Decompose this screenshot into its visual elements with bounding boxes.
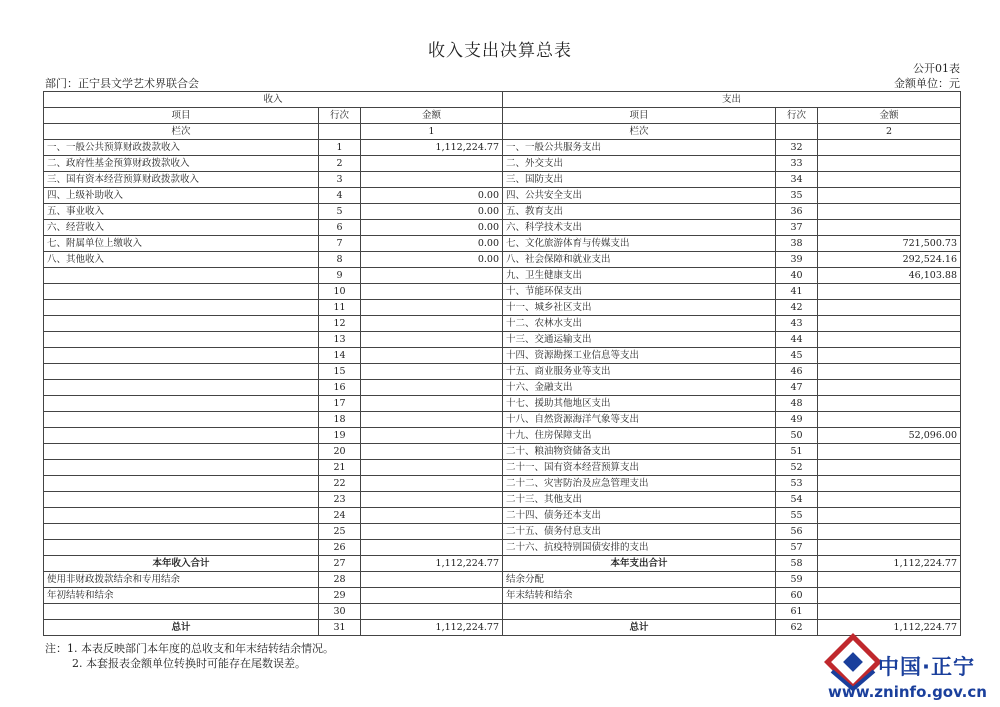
income-item-cell [44, 476, 319, 492]
expense-amount-cell [818, 460, 961, 476]
table-row [44, 172, 961, 188]
expense-line-cell: 38 [776, 236, 818, 252]
table-row [44, 140, 961, 156]
income-item-cell: 三、国有资本经营预算财政拨款收入 [44, 172, 319, 188]
expense-item-cell: 十九、住房保障支出 [503, 428, 776, 444]
income-item-cell [44, 412, 319, 428]
table-row [44, 428, 961, 444]
income-line-cell: 8 [319, 252, 361, 268]
income-item-cell [44, 300, 319, 316]
expense-amount-cell [818, 140, 961, 156]
expense-amount-cell [818, 476, 961, 492]
income-line-cell: 18 [319, 412, 361, 428]
income-amount-cell [361, 412, 503, 428]
income-item-cell: 四、上级补助收入 [44, 188, 319, 204]
table-row [44, 268, 961, 284]
table-row [44, 412, 961, 428]
income-line-cell: 20 [319, 444, 361, 460]
table-column-header-row [44, 108, 961, 124]
expense-col-line-blank [776, 124, 818, 140]
expense-line-cell: 54 [776, 492, 818, 508]
income-amount-cell: 0.00 [361, 236, 503, 252]
expense-item-cell: 二十五、债务付息支出 [503, 524, 776, 540]
expense-amount-header: 金额 [818, 108, 961, 124]
income-item-cell: 总计 [44, 620, 319, 636]
income-line-cell: 23 [319, 492, 361, 508]
income-col-label: 栏次 [44, 124, 319, 140]
expense-section-header: 支出 [503, 92, 961, 108]
income-item-cell [44, 444, 319, 460]
expense-item-cell: 二、外交支出 [503, 156, 776, 172]
table-row [44, 444, 961, 460]
income-expense-table [43, 91, 961, 636]
income-line-cell: 19 [319, 428, 361, 444]
income-amount-cell [361, 172, 503, 188]
note-line-2: 2. 本套报表金额单位转换时可能存在尾数误差。 [72, 657, 306, 670]
expense-line-cell: 40 [776, 268, 818, 284]
expense-line-cell: 49 [776, 412, 818, 428]
expense-amount-cell [818, 396, 961, 412]
table-row [44, 300, 961, 316]
income-item-cell [44, 540, 319, 556]
expense-amount-cell [818, 300, 961, 316]
income-item-cell [44, 508, 319, 524]
expense-line-cell: 52 [776, 460, 818, 476]
income-amount-header: 金额 [361, 108, 503, 124]
income-line-cell: 13 [319, 332, 361, 348]
expense-line-cell: 42 [776, 300, 818, 316]
income-line-cell: 26 [319, 540, 361, 556]
income-line-cell: 10 [319, 284, 361, 300]
expense-amount-cell [818, 364, 961, 380]
income-line-cell: 12 [319, 316, 361, 332]
expense-item-cell: 年末结转和结余 [503, 588, 776, 604]
income-item-cell [44, 348, 319, 364]
income-amount-cell: 0.00 [361, 220, 503, 236]
expense-item-cell: 结余分配 [503, 572, 776, 588]
expense-item-cell: 六、科学技术支出 [503, 220, 776, 236]
table-row [44, 492, 961, 508]
income-item-cell: 使用非财政拨款结余和专用结余 [44, 572, 319, 588]
expense-item-cell: 九、卫生健康支出 [503, 268, 776, 284]
income-amount-cell [361, 348, 503, 364]
table-row [44, 204, 961, 220]
expense-item-cell: 十五、商业服务业等支出 [503, 364, 776, 380]
expense-item-cell: 总计 [503, 620, 776, 636]
expense-item-cell: 二十三、其他支出 [503, 492, 776, 508]
income-item-cell [44, 428, 319, 444]
expense-item-cell: 二十六、抗疫特别国债安排的支出 [503, 540, 776, 556]
expense-amount-cell [818, 444, 961, 460]
expense-item-cell: 十、节能环保支出 [503, 284, 776, 300]
expense-item-cell: 十三、交通运输支出 [503, 332, 776, 348]
expense-item-cell: 十六、金融支出 [503, 380, 776, 396]
expense-amount-cell [818, 316, 961, 332]
expense-line-cell: 48 [776, 396, 818, 412]
table-row [44, 476, 961, 492]
expense-line-header: 行次 [776, 108, 818, 124]
income-amount-cell [361, 156, 503, 172]
income-line-cell: 9 [319, 268, 361, 284]
income-line-cell: 31 [319, 620, 361, 636]
income-line-cell: 2 [319, 156, 361, 172]
watermark-url: www.zninfo.gov.cn [828, 683, 987, 701]
expense-line-cell: 56 [776, 524, 818, 540]
table-row [44, 348, 961, 364]
table-row [44, 556, 961, 572]
expense-amount-cell [818, 540, 961, 556]
expense-col-index: 2 [818, 124, 961, 140]
expense-line-cell: 43 [776, 316, 818, 332]
income-amount-cell [361, 428, 503, 444]
table-row [44, 540, 961, 556]
expense-item-cell: 二十、粮油物资储备支出 [503, 444, 776, 460]
expense-item-cell: 十一、城乡社区支出 [503, 300, 776, 316]
table-row [44, 236, 961, 252]
expense-line-cell: 34 [776, 172, 818, 188]
expense-line-cell: 60 [776, 588, 818, 604]
expense-amount-cell: 721,500.73 [818, 236, 961, 252]
income-item-cell [44, 492, 319, 508]
income-line-cell: 22 [319, 476, 361, 492]
expense-line-cell: 47 [776, 380, 818, 396]
income-amount-cell [361, 460, 503, 476]
expense-amount-cell [818, 604, 961, 620]
income-line-cell: 25 [319, 524, 361, 540]
income-amount-cell [361, 380, 503, 396]
expense-line-cell: 58 [776, 556, 818, 572]
income-amount-cell: 1,112,224.77 [361, 140, 503, 156]
expense-line-cell: 46 [776, 364, 818, 380]
income-amount-cell [361, 364, 503, 380]
income-amount-cell [361, 604, 503, 620]
form-number: 公开01表 [913, 62, 960, 75]
income-amount-cell: 0.00 [361, 188, 503, 204]
expense-line-cell: 50 [776, 428, 818, 444]
income-amount-cell: 1,112,224.77 [361, 620, 503, 636]
watermark-brand-text: 中国·正宁 [878, 655, 975, 679]
expense-amount-cell [818, 380, 961, 396]
income-amount-cell [361, 492, 503, 508]
table-column-index-row [44, 124, 961, 140]
income-item-cell [44, 268, 319, 284]
income-line-header: 行次 [319, 108, 361, 124]
expense-amount-cell: 1,112,224.77 [818, 620, 961, 636]
income-item-cell [44, 364, 319, 380]
expense-line-cell: 61 [776, 604, 818, 620]
table-row [44, 284, 961, 300]
income-line-cell: 4 [319, 188, 361, 204]
income-amount-cell [361, 444, 503, 460]
expense-line-cell: 35 [776, 188, 818, 204]
income-item-cell: 二、政府性基金预算财政拨款收入 [44, 156, 319, 172]
income-item-cell: 年初结转和结余 [44, 588, 319, 604]
income-line-cell: 15 [319, 364, 361, 380]
income-amount-cell [361, 476, 503, 492]
expense-amount-cell [818, 188, 961, 204]
income-item-cell: 一、一般公共预算财政拨款收入 [44, 140, 319, 156]
table-row [44, 332, 961, 348]
expense-item-cell: 四、公共安全支出 [503, 188, 776, 204]
income-amount-cell [361, 524, 503, 540]
expense-line-cell: 59 [776, 572, 818, 588]
expense-amount-cell [818, 220, 961, 236]
income-item-cell [44, 396, 319, 412]
expense-line-cell: 51 [776, 444, 818, 460]
table-row [44, 508, 961, 524]
expense-item-cell: 二十一、国有资本经营预算支出 [503, 460, 776, 476]
income-amount-cell [361, 588, 503, 604]
expense-item-cell: 一、一般公共服务支出 [503, 140, 776, 156]
table-row [44, 156, 961, 172]
expense-amount-cell: 1,112,224.77 [818, 556, 961, 572]
income-amount-cell [361, 268, 503, 284]
table-row [44, 460, 961, 476]
expense-amount-cell [818, 412, 961, 428]
table-row [44, 380, 961, 396]
expense-item-cell [503, 604, 776, 620]
income-item-cell [44, 604, 319, 620]
expense-amount-cell: 292,524.16 [818, 252, 961, 268]
expense-line-cell: 41 [776, 284, 818, 300]
expense-line-cell: 36 [776, 204, 818, 220]
expense-item-cell: 十四、资源勘探工业信息等支出 [503, 348, 776, 364]
expense-line-cell: 33 [776, 156, 818, 172]
table-row [44, 364, 961, 380]
income-line-cell: 7 [319, 236, 361, 252]
expense-amount-cell [818, 284, 961, 300]
table-row [44, 524, 961, 540]
income-amount-cell [361, 316, 503, 332]
expense-item-cell: 三、国防支出 [503, 172, 776, 188]
income-amount-cell [361, 508, 503, 524]
table-row [44, 572, 961, 588]
table-row [44, 188, 961, 204]
expense-line-cell: 45 [776, 348, 818, 364]
income-line-cell: 29 [319, 588, 361, 604]
income-item-cell: 七、附属单位上缴收入 [44, 236, 319, 252]
expense-item-cell: 七、文化旅游体育与传媒支出 [503, 236, 776, 252]
income-amount-cell [361, 332, 503, 348]
expense-line-cell: 44 [776, 332, 818, 348]
income-line-cell: 14 [319, 348, 361, 364]
income-item-cell [44, 284, 319, 300]
income-item-cell [44, 316, 319, 332]
income-line-cell: 1 [319, 140, 361, 156]
department-label: 部门：正宁县文学艺术界联合会 [45, 77, 199, 90]
expense-item-cell: 十八、自然资源海洋气象等支出 [503, 412, 776, 428]
income-item-cell: 五、事业收入 [44, 204, 319, 220]
income-col-index: 1 [361, 124, 503, 140]
table-row [44, 252, 961, 268]
income-line-cell: 11 [319, 300, 361, 316]
income-amount-cell [361, 540, 503, 556]
income-amount-cell [361, 300, 503, 316]
expense-amount-cell [818, 348, 961, 364]
amount-unit-label: 金额单位：元 [894, 77, 960, 90]
expense-amount-cell [818, 492, 961, 508]
income-line-cell: 16 [319, 380, 361, 396]
income-item-cell [44, 380, 319, 396]
income-amount-cell [361, 572, 503, 588]
expense-item-cell: 八、社会保障和就业支出 [503, 252, 776, 268]
expense-amount-cell [818, 572, 961, 588]
expense-item-header: 项目 [503, 108, 776, 124]
income-amount-cell: 0.00 [361, 204, 503, 220]
income-amount-cell [361, 396, 503, 412]
note-line-1: 注：1. 本表反映部门本年度的总收支和年末结转结余情况。 [45, 642, 334, 655]
income-line-cell: 6 [319, 220, 361, 236]
income-line-cell: 28 [319, 572, 361, 588]
expense-item-cell: 二十四、债务还本支出 [503, 508, 776, 524]
expense-line-cell: 57 [776, 540, 818, 556]
expense-amount-cell [818, 524, 961, 540]
table-row [44, 220, 961, 236]
expense-item-cell: 二十二、灾害防治及应急管理支出 [503, 476, 776, 492]
expense-amount-cell [818, 172, 961, 188]
income-section-header: 收入 [44, 92, 503, 108]
income-item-header: 项目 [44, 108, 319, 124]
income-line-cell: 5 [319, 204, 361, 220]
page-title: 收入支出决算总表 [428, 41, 572, 61]
expense-line-cell: 32 [776, 140, 818, 156]
expense-item-cell: 十七、援助其他地区支出 [503, 396, 776, 412]
income-line-cell: 24 [319, 508, 361, 524]
expense-item-cell: 本年支出合计 [503, 556, 776, 572]
income-amount-cell [361, 284, 503, 300]
income-line-cell: 30 [319, 604, 361, 620]
income-col-line-blank [319, 124, 361, 140]
table-row [44, 588, 961, 604]
income-item-cell: 六、经营收入 [44, 220, 319, 236]
expense-item-cell: 五、教育支出 [503, 204, 776, 220]
expense-line-cell: 39 [776, 252, 818, 268]
expense-amount-cell [818, 204, 961, 220]
expense-amount-cell [818, 508, 961, 524]
expense-amount-cell [818, 156, 961, 172]
expense-line-cell: 55 [776, 508, 818, 524]
expense-line-cell: 53 [776, 476, 818, 492]
table-row [44, 316, 961, 332]
expense-amount-cell [818, 588, 961, 604]
expense-col-label: 栏次 [503, 124, 776, 140]
income-amount-cell: 1,112,224.77 [361, 556, 503, 572]
expense-line-cell: 37 [776, 220, 818, 236]
income-line-cell: 21 [319, 460, 361, 476]
expense-amount-cell: 46,103.88 [818, 268, 961, 284]
income-item-cell [44, 460, 319, 476]
table-row [44, 396, 961, 412]
income-item-cell [44, 524, 319, 540]
expense-amount-cell [818, 332, 961, 348]
income-line-cell: 27 [319, 556, 361, 572]
expense-amount-cell: 52,096.00 [818, 428, 961, 444]
income-item-cell: 本年收入合计 [44, 556, 319, 572]
expense-item-cell: 十二、农林水支出 [503, 316, 776, 332]
expense-line-cell: 62 [776, 620, 818, 636]
table-section-header-row [44, 92, 961, 108]
table-notes [45, 641, 334, 671]
income-line-cell: 17 [319, 396, 361, 412]
income-item-cell [44, 332, 319, 348]
income-item-cell: 八、其他收入 [44, 252, 319, 268]
table-row [44, 604, 961, 620]
income-amount-cell: 0.00 [361, 252, 503, 268]
income-line-cell: 3 [319, 172, 361, 188]
